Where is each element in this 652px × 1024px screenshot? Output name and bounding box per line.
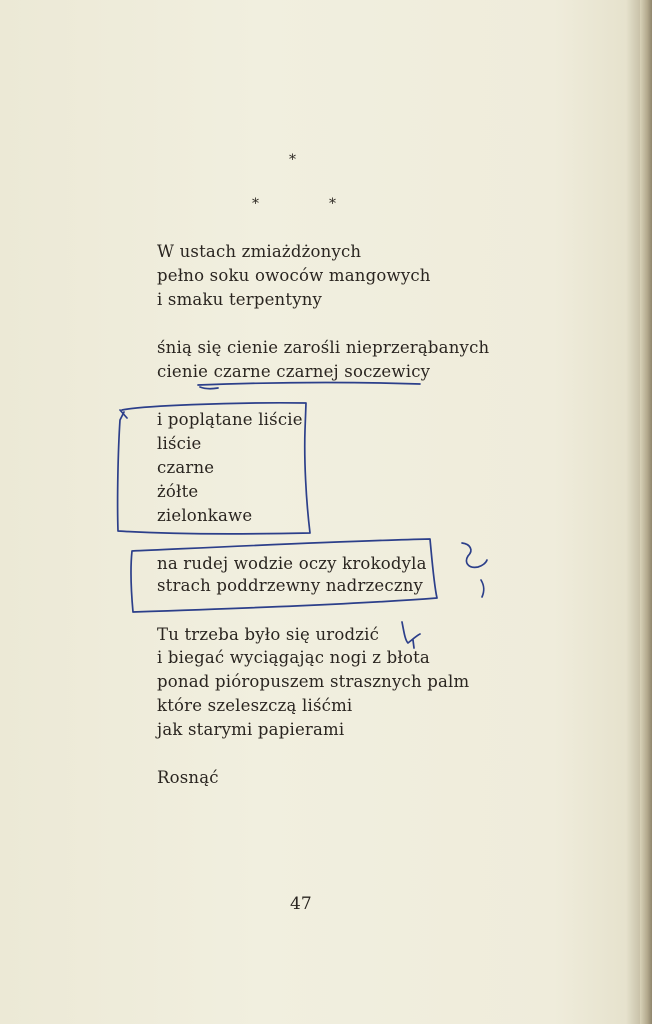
poem-line: zielonkawe: [157, 506, 253, 525]
poem-line: żółte: [157, 482, 199, 501]
poem-line: czarne: [157, 458, 215, 477]
poem-line: Tu trzeba było się urodzić: [157, 625, 380, 644]
poem-line: cienie czarne czarnej soczewicy: [157, 362, 431, 381]
poem-line: W ustach zmiażdżonych: [157, 242, 362, 261]
poem-line: liście: [157, 434, 202, 453]
poem-line: jak starymi papierami: [157, 720, 345, 739]
poem-line: i biegać wyciągając nogi z błota: [157, 648, 430, 667]
poem-line: pełno soku owoców mangowych: [157, 266, 431, 285]
poem-line: i poplątane liście: [157, 410, 303, 429]
asterisk-left: *: [252, 196, 259, 212]
poem-line: strach poddrzewny nadrzeczny: [157, 576, 424, 595]
poem-line: na rudej wodzie oczy krokodyla: [157, 554, 427, 573]
poem-line: ponad pióropuszem strasznych palm: [157, 672, 470, 691]
poem-line: które szeleszczą liśćmi: [157, 696, 353, 715]
poem-line: śnią się cienie zarośli nieprzerąbanych: [157, 338, 490, 357]
asterisk-top: *: [289, 152, 296, 168]
poem-line: Rosnąć: [157, 768, 219, 787]
asterisk-right: *: [329, 196, 336, 212]
page-number: 47: [290, 894, 312, 914]
page-edge: [640, 0, 652, 1024]
poem-line: i smaku terpentyny: [157, 290, 323, 309]
